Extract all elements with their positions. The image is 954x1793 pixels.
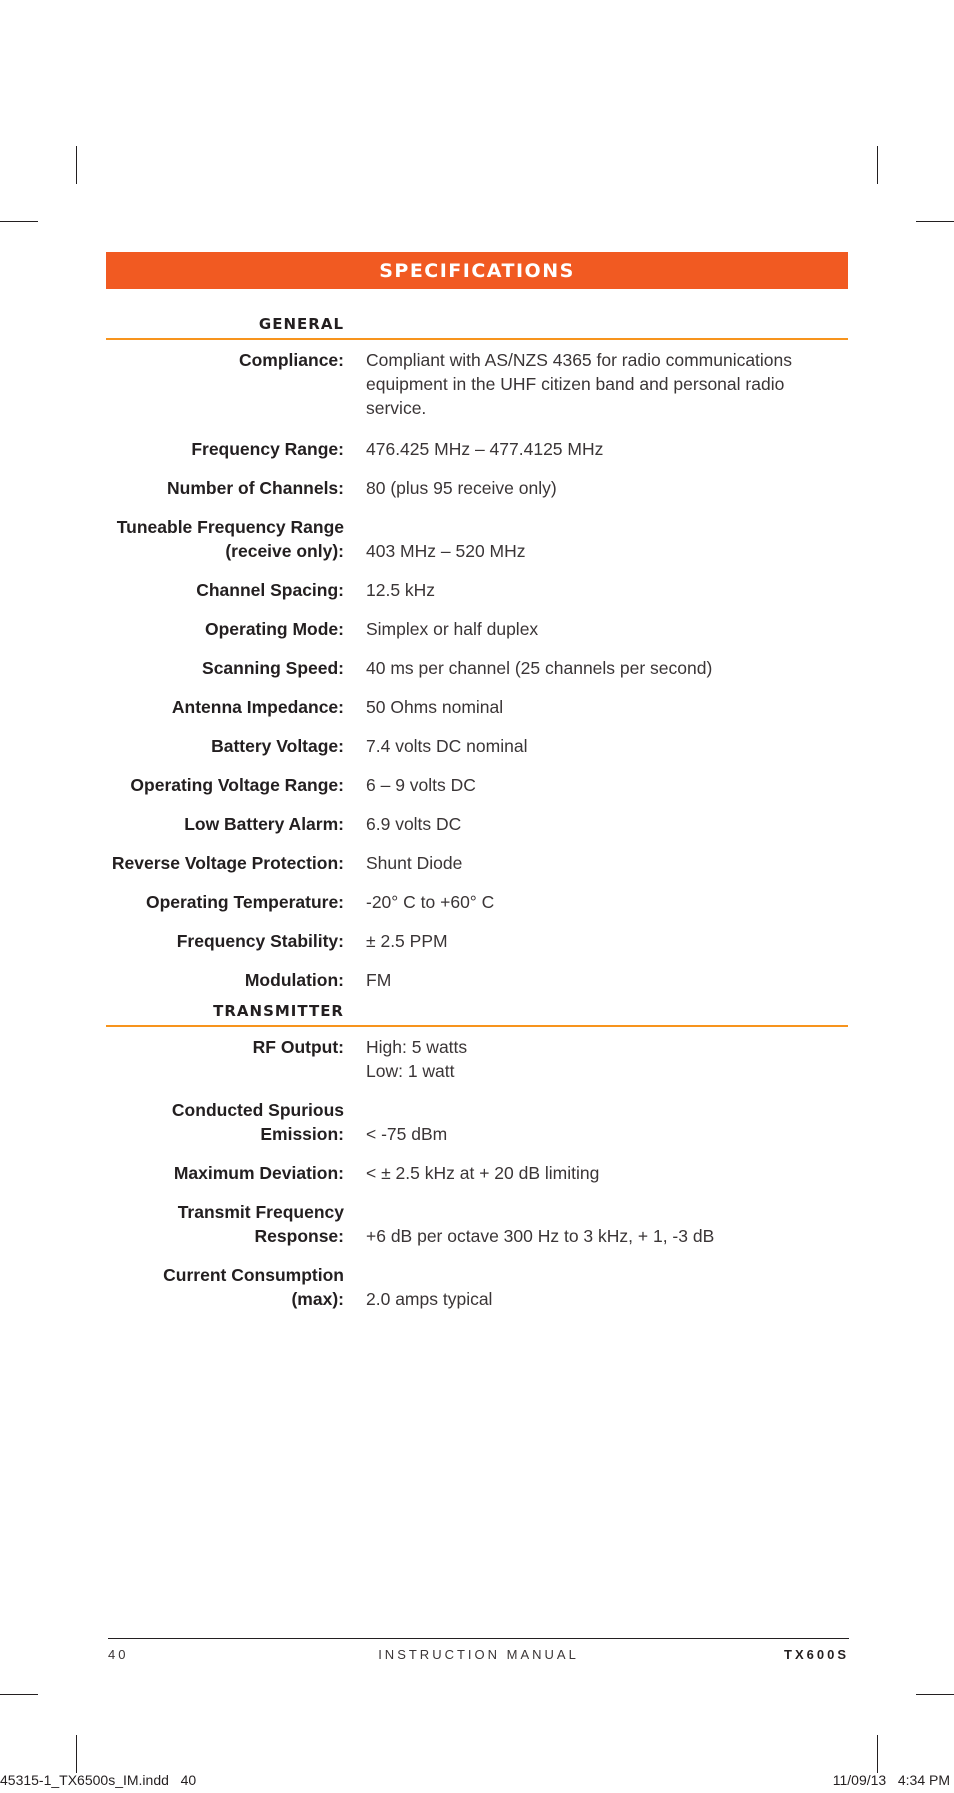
spec-label: Reverse Voltage Protection: — [111, 853, 344, 873]
spec-label: Operating Voltage Range: — [130, 775, 344, 795]
spec-row-frequency-range — [106, 437, 848, 461]
spec-value: 80 (plus 95 receive only) — [366, 478, 557, 498]
spec-value: ± 2.5 PPM — [366, 931, 448, 951]
section-heading-text: GENERAL — [258, 315, 344, 333]
crop-mark-left-upper — [0, 221, 38, 222]
spec-label: Conducted Spurious Emission: — [171, 1100, 344, 1144]
page-number: 40 — [108, 1647, 129, 1662]
spec-label: Frequency Range: — [191, 439, 344, 459]
spec-row-modulation — [106, 968, 848, 992]
spec-row-battery-voltage — [106, 734, 848, 758]
spec-value: Shunt Diode — [366, 853, 463, 873]
spec-value: 40 ms per channel (25 channels per second) — [366, 658, 713, 678]
crop-mark-bottom-right — [877, 1735, 878, 1773]
spec-row-transmit-frequency-response — [106, 1200, 848, 1248]
spec-label: Compliance: — [238, 350, 344, 370]
spec-row-antenna-impedance — [106, 695, 848, 719]
spec-label: Tuneable Frequency Range (receive only): — [116, 517, 344, 561]
spec-label: Channel Spacing: — [196, 580, 344, 600]
spec-row-compliance — [106, 348, 848, 420]
spec-value: < ± 2.5 kHz at + 20 dB limiting — [366, 1163, 600, 1183]
spec-label: Operating Temperature: — [145, 892, 344, 912]
spec-value: 2.0 amps typical — [366, 1289, 493, 1309]
section-heading-general — [106, 308, 848, 340]
spec-label: Number of Channels: — [167, 478, 344, 498]
spec-value: < -75 dBm — [366, 1124, 448, 1144]
spec-row-operating-voltage-range — [106, 773, 848, 797]
spec-value: 403 MHz – 520 MHz — [366, 541, 526, 561]
section-heading-transmitter — [106, 995, 848, 1027]
slug-filename: 45315-1_TX6500s_IM.indd 40 — [0, 1772, 197, 1788]
spec-label: RF Output: — [252, 1037, 344, 1057]
page-footer — [108, 1638, 849, 1665]
spec-row-rf-output — [106, 1035, 848, 1083]
spec-label: Scanning Speed: — [202, 658, 344, 678]
crop-mark-right-upper — [916, 221, 954, 222]
spec-label: Current Consumption (max): — [163, 1265, 344, 1309]
spec-value: FM — [366, 970, 392, 990]
spec-value: Simplex or half duplex — [366, 619, 539, 639]
spec-value: 476.425 MHz – 477.4125 MHz — [366, 439, 604, 459]
crop-mark-right-lower — [916, 1694, 954, 1695]
spec-label: Low Battery Alarm: — [184, 814, 344, 834]
slug-timestamp: 11/09/13 4:34 PM — [832, 1772, 950, 1788]
crop-mark-top-right — [877, 146, 878, 184]
footer-model: TX600S — [784, 1647, 849, 1662]
banner-title: SPECIFICATIONS — [379, 259, 575, 282]
spec-value: 50 Ohms nominal — [366, 697, 504, 717]
crop-mark-top-left — [76, 146, 77, 184]
spec-row-operating-temperature — [106, 890, 848, 914]
spec-value: +6 dB per octave 300 Hz to 3 kHz, + 1, -3 dB — [366, 1226, 715, 1246]
spec-label: Maximum Deviation: — [173, 1163, 344, 1183]
spec-value: 7.4 volts DC nominal — [366, 736, 528, 756]
spec-row-maximum-deviation — [106, 1161, 848, 1185]
spec-row-frequency-stability — [106, 929, 848, 953]
spec-label: Frequency Stability: — [176, 931, 344, 951]
spec-value: 12.5 kHz — [366, 580, 436, 600]
spec-label: Operating Mode: — [204, 619, 344, 639]
spec-row-current-consumption — [106, 1263, 848, 1311]
spec-value: 6.9 volts DC — [366, 814, 462, 834]
crop-mark-left-lower — [0, 1694, 38, 1695]
spec-row-operating-mode — [106, 617, 848, 641]
spec-row-reverse-voltage-protection — [106, 851, 848, 875]
spec-row-channel-spacing — [106, 578, 848, 602]
footer-title: INSTRUCTION MANUAL — [378, 1647, 579, 1662]
spec-value: Compliant with AS/NZS 4365 for radio communications equipment in the UHF citizen band and personal radio service. — [366, 350, 793, 418]
section-heading-text: TRANSMITTER — [213, 1002, 344, 1020]
spec-label: Antenna Impedance: — [171, 697, 344, 717]
crop-mark-bottom-left — [76, 1735, 77, 1773]
spec-value: 6 – 9 volts DC — [366, 775, 476, 795]
spec-row-low-battery-alarm — [106, 812, 848, 836]
spec-row-tuneable-frequency — [106, 515, 848, 563]
spec-row-number-of-channels — [106, 476, 848, 500]
spec-label: Battery Voltage: — [211, 736, 344, 756]
spec-value: High: 5 watts Low: 1 watt — [366, 1037, 468, 1081]
spec-content — [106, 308, 848, 1311]
spec-row-scanning-speed — [106, 656, 848, 680]
spec-value: -20° C to +60° C — [366, 892, 495, 912]
specifications-banner — [106, 252, 848, 289]
spec-row-conducted-spurious-emission — [106, 1098, 848, 1146]
spec-label: Transmit Frequency Response: — [177, 1202, 344, 1246]
spec-label: Modulation: — [244, 970, 344, 990]
